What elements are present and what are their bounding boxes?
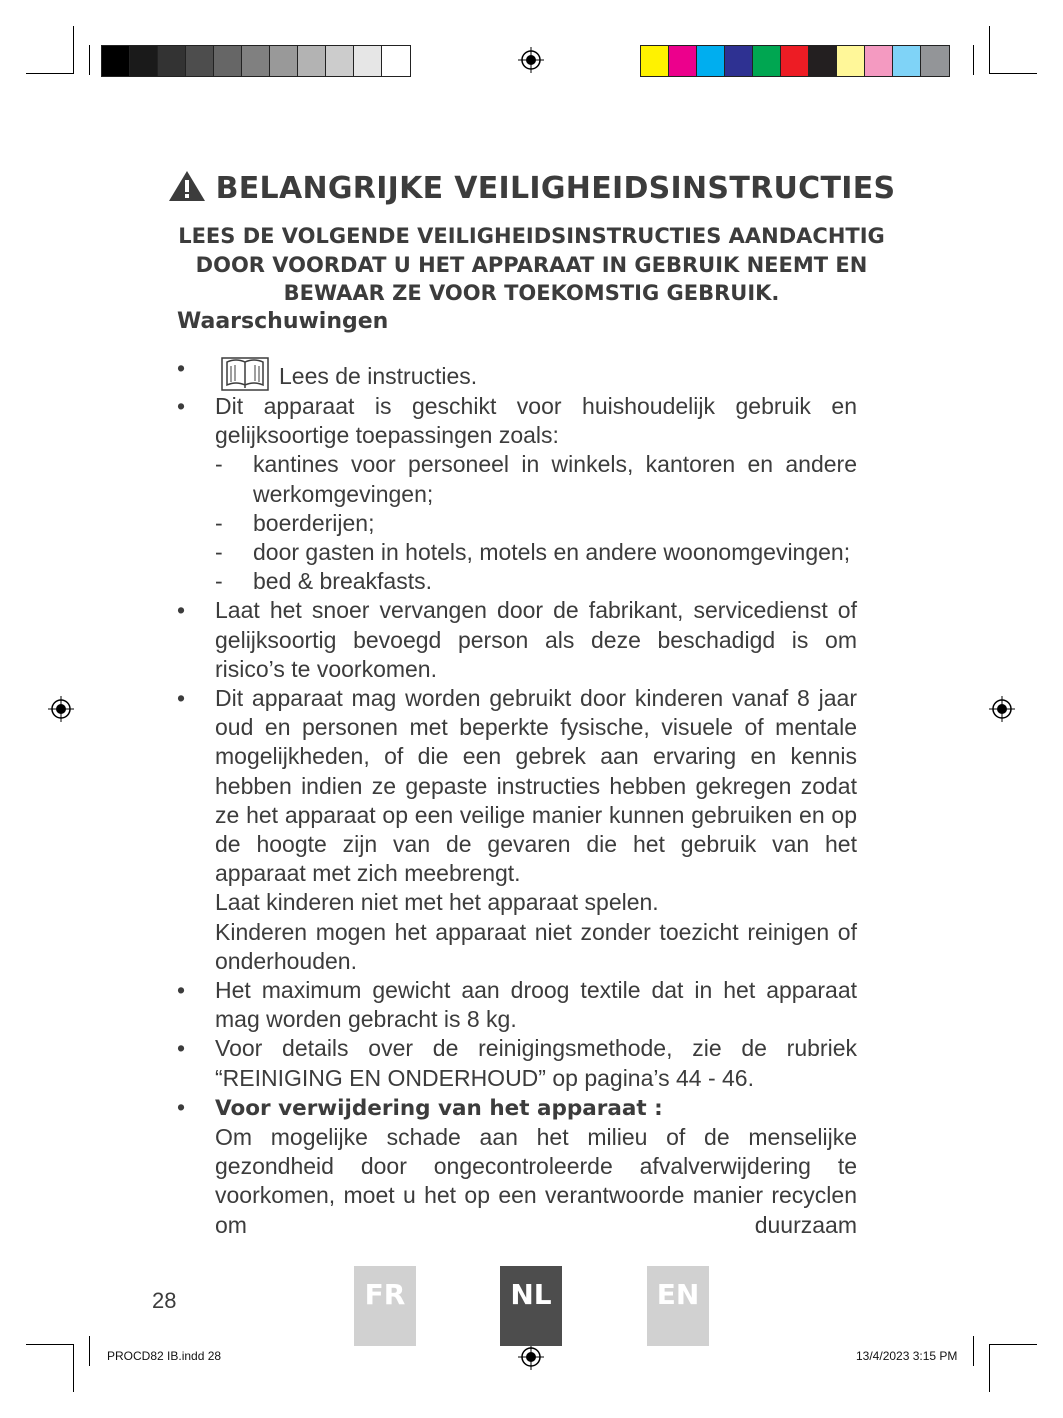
sub-item-text: bed & breakfasts. <box>253 568 432 595</box>
crop-mark <box>989 73 1037 74</box>
cord-text: Laat het snoer vervangen door de fabrikant, servicedienst of gelijksoortig bevoegd person als deze beschadigd is om risico’s te voorkomen. <box>215 597 857 682</box>
crop-mark <box>973 45 974 75</box>
sub-item-text: door gasten in hotels, motels en andere woonomgevingen; <box>253 539 851 566</box>
max-weight-text: Het maximum gewicht aan droog textile dat in het apparaat mag worden gebracht is 8 kg. <box>215 977 857 1033</box>
section-heading: Waarschuwingen <box>177 309 389 334</box>
color-swatch <box>865 46 893 76</box>
color-swatch <box>158 46 186 76</box>
color-swatch <box>837 46 865 76</box>
page-title <box>0 170 1063 206</box>
registration-mark-icon <box>48 696 74 722</box>
crop-mark <box>26 73 74 74</box>
slug-date: 13/4/2023 3:15 PM <box>856 1349 958 1363</box>
color-swatch <box>809 46 837 76</box>
bullet: • <box>177 685 186 712</box>
bullet: • <box>177 1035 186 1062</box>
crop-mark <box>989 26 990 74</box>
bullet: • <box>177 393 186 419</box>
color-swatch <box>669 46 697 76</box>
sub-list-item <box>177 509 857 538</box>
dash: - <box>215 539 223 566</box>
list-item <box>177 976 857 1034</box>
registration-mark-icon <box>518 1344 544 1370</box>
language-tab-nl: NL <box>500 1266 562 1346</box>
color-swatch <box>697 46 725 76</box>
list-item <box>177 684 857 888</box>
registration-mark-icon <box>989 696 1015 722</box>
color-swatch <box>382 46 410 76</box>
color-swatch <box>130 46 158 76</box>
crop-mark <box>26 1344 74 1345</box>
dash: - <box>215 451 223 478</box>
children-text: Dit apparaat mag worden gebruikt door kinderen vanaf 8 jaar oud en personen met beperkte fysische, visuele of mentale mogelijkheden, of die een gebrek aan ervaring en kennis hebben indien ze gepaste instructies hebben gekregen zodat ze het apparaat op een veilige manier kunnen gebruiken en op de hoogte zijn van de gevaren die het gebruik van het apparaat met zich meebrengt. <box>215 685 857 887</box>
slug-file: PROCD82 IB.indd 28 <box>107 1349 222 1363</box>
bullet: • <box>177 1093 186 1120</box>
color-swatch <box>781 46 809 76</box>
warnings-list <box>177 354 857 1240</box>
list-item <box>177 596 857 684</box>
bullet: • <box>177 355 186 381</box>
page-number: 28 <box>152 1288 177 1313</box>
color-swatch <box>214 46 242 76</box>
sub-list-item <box>177 450 857 508</box>
sub-list-item <box>177 538 857 567</box>
color-swatch-strip <box>640 45 950 77</box>
read-instructions-text: Lees de instructies. <box>279 363 478 389</box>
color-swatch <box>354 46 382 76</box>
children-play-text: Laat kinderen niet met het apparaat spelen. <box>215 889 659 916</box>
color-swatch <box>921 46 949 76</box>
language-tab-en: EN <box>647 1266 709 1346</box>
disposal-text: Om mogelijke schade aan het milieu of de menselijke gezondheid door ongecontroleerde afvalverwijdering te voorkomen, moet u het op een verantwoorde manier recyclen om duurzaam <box>215 1124 857 1238</box>
warning-icon <box>168 170 206 202</box>
crop-mark <box>973 1336 974 1366</box>
title-text: BELANGRIJKE VEILIGHEIDSINSTRUCTIES <box>215 171 896 206</box>
list-item <box>177 354 857 392</box>
color-swatch <box>641 46 669 76</box>
sub-item-text: kantines voor personeel in winkels, kantoren en andere werkomgevingen; <box>253 451 857 507</box>
registration-mark-icon <box>518 47 544 73</box>
color-swatch <box>186 46 214 76</box>
color-swatch <box>270 46 298 76</box>
crop-mark <box>89 1336 90 1366</box>
list-item <box>177 392 857 450</box>
sub-item-text: boerderijen; <box>253 509 375 536</box>
sub-list-item <box>177 567 857 596</box>
gray-swatch-strip <box>101 45 411 77</box>
list-item <box>177 1093 857 1123</box>
crop-mark <box>89 45 90 75</box>
dash: - <box>215 509 223 536</box>
bullet: • <box>177 977 186 1004</box>
color-swatch <box>893 46 921 76</box>
crop-mark <box>73 26 74 74</box>
color-swatch <box>102 46 130 76</box>
crop-mark <box>73 1344 74 1392</box>
color-swatch <box>326 46 354 76</box>
color-swatch <box>725 46 753 76</box>
read-instructions-icon <box>221 354 269 392</box>
crop-mark <box>989 1344 1037 1345</box>
bullet: • <box>177 597 186 624</box>
disposal-heading: Voor verwijdering van het apparaat : <box>215 1095 663 1121</box>
list-item <box>177 1034 857 1092</box>
intro-text: LEES DE VOLGENDE VEILIGHEIDSINSTRUCTIES AANDACHTIG DOOR VOORDAT U HET APPARAAT IN GEBRUIK NEEMT EN BEWAAR ZE VOOR TOEKOMSTIG GEBRUIK. <box>178 224 885 305</box>
color-swatch <box>753 46 781 76</box>
color-swatch <box>298 46 326 76</box>
household-text: Dit apparaat is geschikt voor huishoudelijk gebruik en gelijksoortige toepassingen zoals: <box>215 393 857 449</box>
dash: - <box>215 568 223 595</box>
language-tab-fr: FR <box>354 1266 416 1346</box>
crop-mark <box>989 1344 990 1392</box>
children-clean-text: Kinderen mogen het apparaat niet zonder toezicht reinigen of onderhouden. <box>215 918 857 974</box>
cleaning-text: Voor details over de reinigingsmethode, zie de rubriek “REINIGING EN ONDERHOUD” op pagina’s 44 - 46. <box>215 1035 857 1091</box>
color-swatch <box>242 46 270 76</box>
